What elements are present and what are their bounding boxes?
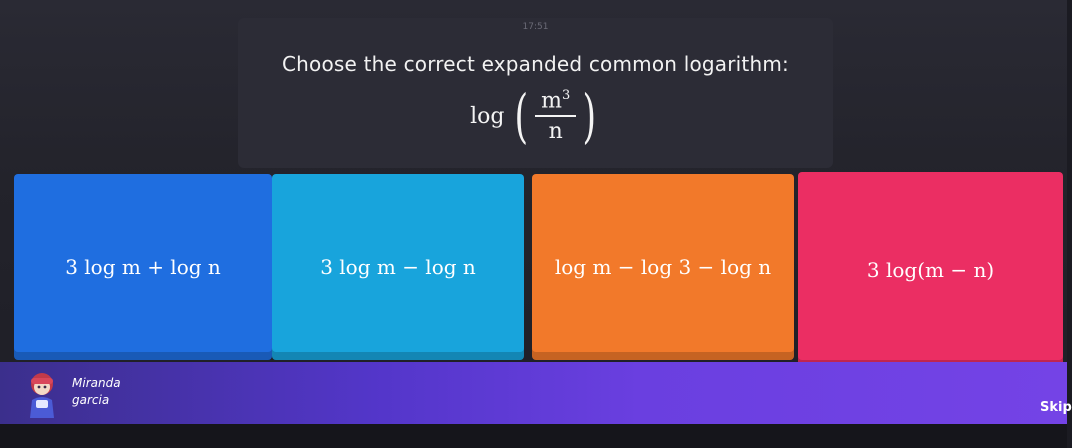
question-formula: [238, 76, 833, 156]
question-panel: [238, 18, 833, 168]
skip-button[interactable]: Skip: [1040, 400, 1072, 415]
answer-option-1[interactable]: 3 log m + log n: [14, 174, 272, 360]
formula-numerator: [535, 88, 576, 117]
right-paren: ): [582, 82, 597, 150]
answer-option-4[interactable]: 3 log(m − n): [798, 172, 1063, 368]
player-first-name: Miranda: [72, 376, 121, 390]
formula-fraction: [535, 88, 576, 144]
formula-denominator: n: [548, 119, 563, 145]
answer-option-2[interactable]: 3 log m − log n: [272, 174, 524, 360]
formula-function: log: [470, 103, 505, 129]
player-last-name: garcia: [72, 393, 110, 407]
timer-text: 17:51: [522, 22, 549, 32]
left-paren: (: [514, 82, 529, 150]
avatar-icon: [22, 370, 62, 418]
bottom-bezel: [0, 424, 1067, 448]
question-prompt: Choose the correct expanded common logarithm:: [282, 52, 789, 76]
numerator-exponent: 3: [561, 87, 571, 103]
numerator-base: m: [541, 88, 562, 114]
answer-option-3[interactable]: log m − log 3 − log n: [532, 174, 794, 360]
player-bar: [0, 362, 1072, 424]
